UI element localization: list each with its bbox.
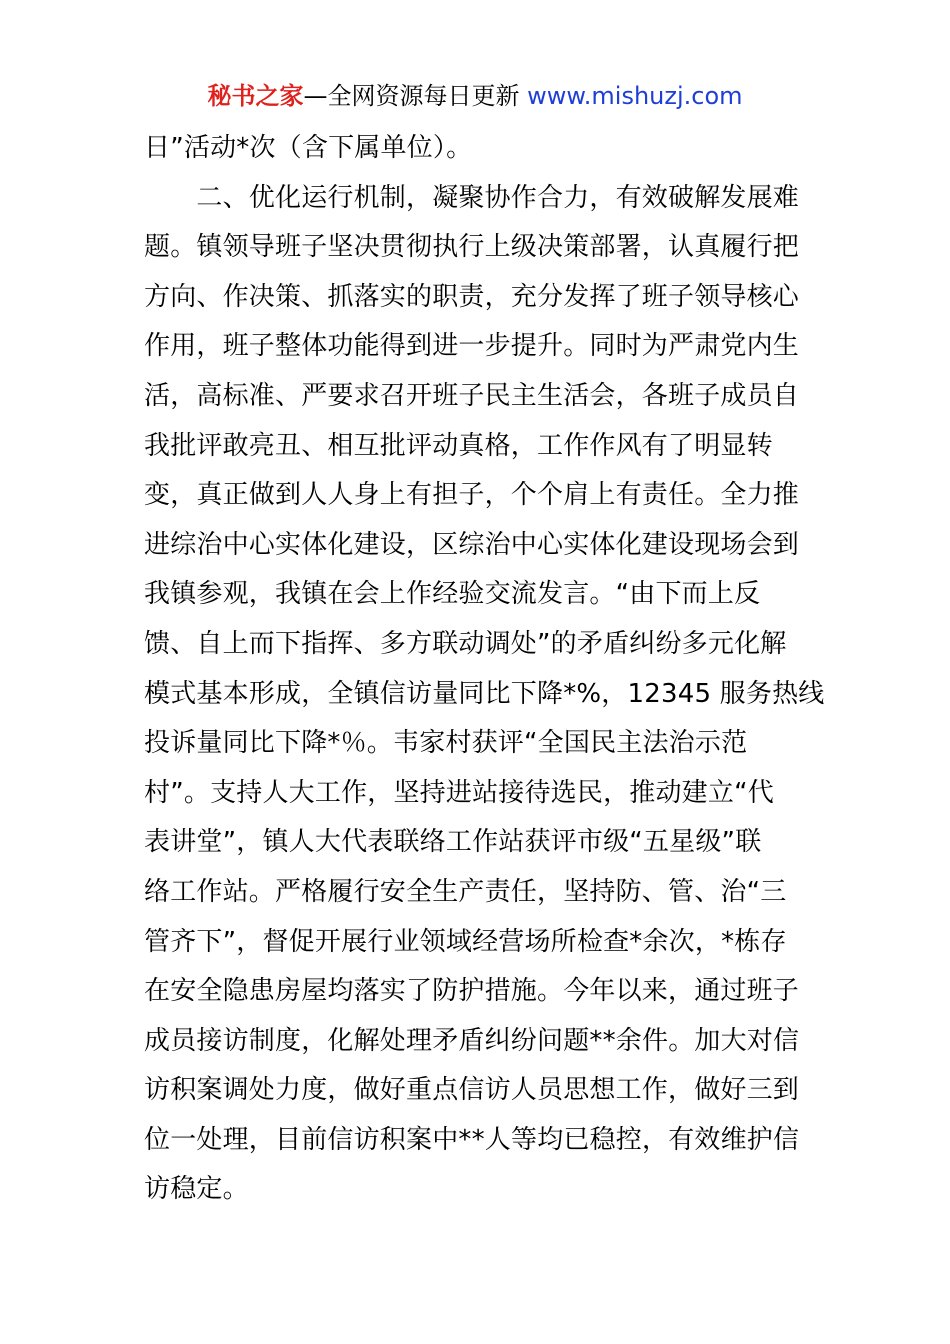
text-line: 二、优化运行机制，凝聚协作合力，有效破解发展难 bbox=[144, 182, 800, 213]
text-line: 村”。支持人大工作，坚持进站接待选民，推动建立“代 bbox=[144, 777, 774, 808]
text-line: 投诉量同比下降*％。韦家村获评“全国民主法治示范 bbox=[144, 728, 748, 759]
text-line: 络工作站。严格履行安全生产责任，坚持防、管、治“三 bbox=[144, 876, 787, 907]
text-line: 活，高标准、严要求召开班子民主生活会，各班子成员自 bbox=[144, 380, 800, 411]
document-body bbox=[144, 124, 824, 1215]
text-line: 日”活动*次（含下属单位）。 bbox=[144, 133, 473, 163]
text-line: 模式基本形成，全镇信访量同比下降*%，12345 服务热线 bbox=[144, 678, 825, 709]
site-tagline: —全网资源每日更新 bbox=[303, 82, 528, 110]
text-line: 表讲堂”，镇人大代表联络工作站获评市级“五星级”联 bbox=[144, 827, 762, 858]
site-url: www.mishuzj.com bbox=[527, 82, 743, 110]
text-line: 位一处理，目前信访积案中**人等均已稳控，有效维护信 bbox=[144, 1124, 800, 1155]
text-line: 我批评敢亮丑、相互批评动真格，工作作风有了明显转 bbox=[144, 430, 773, 461]
text-line: 题。镇领导班子坚决贯彻执行上级决策部署，认真履行把 bbox=[144, 232, 800, 263]
site-brand: 秘书之家 bbox=[207, 82, 304, 110]
text-line: 访稳定。 bbox=[144, 1174, 249, 1205]
page-header bbox=[0, 80, 950, 112]
text-line: 成员接访制度，化解处理矛盾纠纷问题**余件。加大对信 bbox=[144, 1025, 800, 1056]
text-line: 馈、自上而下指挥、多方联动调处”的矛盾纠纷多元化解 bbox=[144, 628, 787, 659]
text-line: 作用，班子整体功能得到进一步提升。同时为严肃党内生 bbox=[144, 331, 800, 362]
text-line: 方向、作决策、抓落实的职责，充分发挥了班子领导核心 bbox=[144, 281, 800, 312]
text-line: 进综治中心实体化建设，区综治中心实体化建设现场会到 bbox=[144, 529, 800, 560]
text-line: 在安全隐患房屋均落实了防护措施。今年以来，通过班子 bbox=[144, 976, 800, 1007]
text-line: 访积案调处力度，做好重点信访人员思想工作，做好三到 bbox=[144, 1075, 800, 1106]
text-line: 我镇参观，我镇在会上作经验交流发言。“由下而上反 bbox=[144, 579, 761, 610]
text-line: 变，真正做到人人身上有担子，个个肩上有责任。全力推 bbox=[144, 480, 800, 511]
text-line: 管齐下”，督促开展行业领域经营场所检查*余次，*栋存 bbox=[144, 926, 787, 957]
